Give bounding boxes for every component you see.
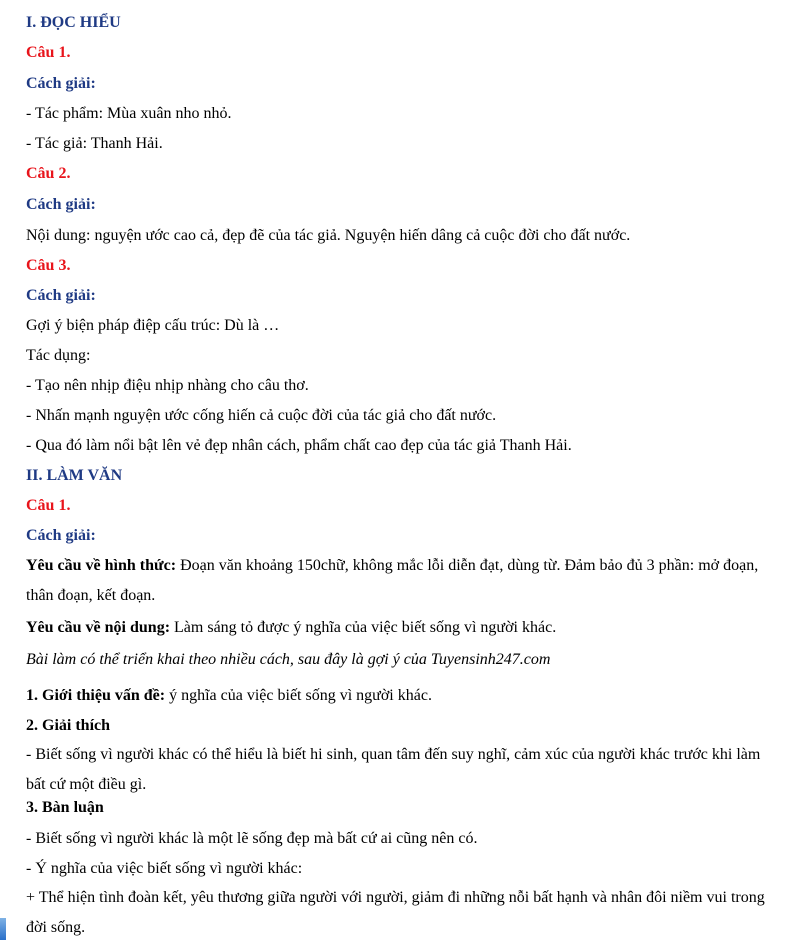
point-1 — [26, 686, 774, 706]
question-1-line: - Tác phẩm: Mùa xuân nho nhỏ. — [26, 105, 232, 122]
section-title-writing: II. LÀM VĂN — [26, 467, 123, 484]
point-3-plus: + Thể hiện tình đoàn kết, yêu thương giữa người với người, giảm đi những nỗi bất hạnh và nhân đôi niềm vui trong đời sống. — [26, 889, 765, 936]
form-requirement-text: Đoạn văn khoảng 150chữ, không mắc lỗi diễn đạt, dùng từ. Đảm bảo đủ 3 phần: mở đoạn, thân đoạn, kết đoạn. — [26, 557, 759, 604]
corner-decoration — [0, 918, 6, 940]
question-3-line: - Qua đó làm nổi bật lên vẻ đẹp nhân cách, phẩm chất cao đẹp của tác giả Thanh Hải. — [26, 437, 572, 454]
question-2-label: Câu 2. — [26, 165, 71, 182]
question-3-label: Câu 3. — [26, 257, 71, 274]
point-3-line: - Ý nghĩa của việc biết sống vì người khác: — [26, 860, 303, 877]
question-3-line: Tác dụng: — [26, 347, 91, 364]
question-1-line: - Tác giả: Thanh Hải. — [26, 135, 163, 152]
content-requirement — [26, 618, 774, 638]
point-1-text: ý nghĩa của việc biết sống vì người khác. — [165, 687, 432, 704]
suggestion-note: Bài làm có thể triển khai theo nhiều cách, sau đây là gợi ý của Tuyensinh247.com — [26, 651, 551, 668]
question-1-label: Câu 1. — [26, 44, 71, 61]
section-title-reading: I. ĐỌC HIỂU — [26, 14, 121, 31]
question-1-method: Cách giải: — [26, 75, 96, 92]
essay-question-label: Câu 1. — [26, 497, 71, 514]
point-1-label: 1. Giới thiệu vấn đề: — [26, 687, 166, 704]
point-2-heading: 2. Giải thích — [26, 717, 111, 734]
point-2-text: - Biết sống vì người khác có thể hiểu là biết hi sinh, quan tâm đến suy nghĩ, cảm xúc của người khác trước khi làm bất cứ một điều gì. — [26, 746, 761, 793]
question-2-method: Cách giải: — [26, 196, 96, 213]
question-3-line: - Tạo nên nhịp điệu nhịp nhàng cho câu thơ. — [26, 377, 309, 394]
form-requirement — [26, 551, 774, 611]
question-3-method: Cách giải: — [26, 287, 96, 304]
point-3-line: - Biết sống vì người khác là một lẽ sống đẹp mà bất cứ ai cũng nên có. — [26, 830, 478, 847]
point-3-heading: 3. Bàn luận — [26, 799, 104, 816]
form-requirement-label: Yêu cầu về hình thức: — [26, 557, 177, 574]
question-3-line: - Nhấn mạnh nguyện ước cống hiến cả cuộc đời của tác giả cho đất nước. — [26, 407, 497, 424]
content-requirement-text: Làm sáng tỏ được ý nghĩa của việc biết sống vì người khác. — [170, 619, 557, 636]
question-3-line: Gợi ý biện pháp điệp cấu trúc: Dù là … — [26, 317, 280, 334]
essay-method: Cách giải: — [26, 527, 96, 544]
question-2-line: Nội dung: nguyện ước cao cả, đẹp đẽ của tác giả. Nguyện hiến dâng cả cuộc đời cho đất nước. — [26, 227, 631, 244]
content-requirement-label: Yêu cầu về nội dung: — [26, 619, 171, 636]
